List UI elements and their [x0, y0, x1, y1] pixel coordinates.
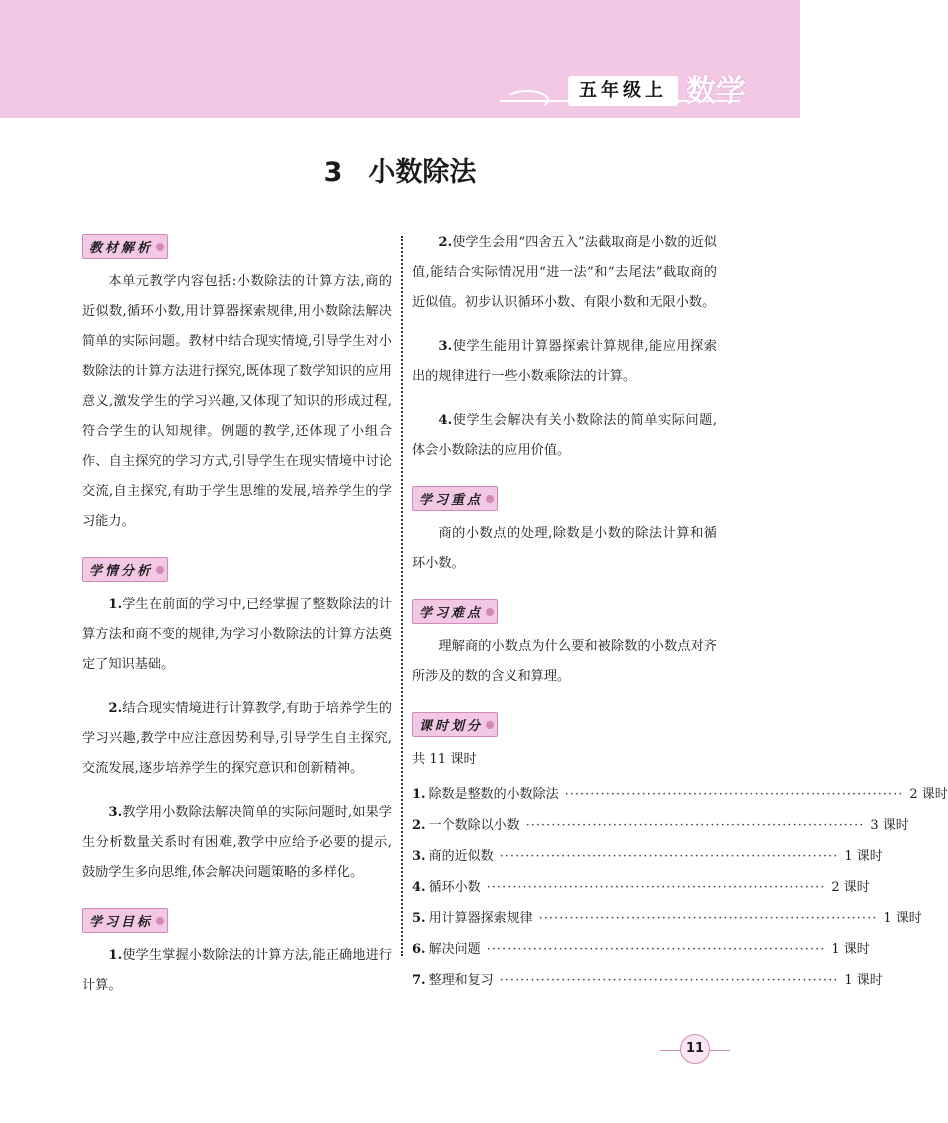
schedule-hours: 2 课时: [909, 787, 948, 802]
item-number: 1.: [108, 597, 123, 612]
item-number: 3.: [438, 339, 453, 354]
item-text: 教学用小数除法解决简单的实际问题时,如果学生分析数量关系时有困难,教学中应给予必要的提示,鼓励学生多向思维,体会解决问题策略的多样化。: [82, 805, 392, 880]
column-divider: [401, 236, 403, 956]
item-number: 2.: [438, 235, 453, 250]
section-tag-learner: [82, 557, 168, 582]
item-text: 使学生掌握小数除法的计算方法,能正确地进行计算。: [82, 948, 392, 993]
schedule-row: [412, 872, 870, 903]
schedule-index: 3.: [412, 849, 426, 864]
section-tag-label: 教材解析: [89, 241, 154, 256]
goal-item: [82, 941, 392, 1001]
item-number: 2.: [108, 701, 123, 716]
difficult-point-text: 理解商的小数点为什么要和被除数的小数点对齐所涉及的数的含义和算理。: [412, 639, 717, 684]
analysis-paragraph: 本单元教学内容包括:小数除法的计算方法,商的近似数,循环小数,用计算器探索规律,用小数除法解决简单的实际问题。教材中结合现实情境,引导学生对小数除法的计算方法进行探究,既体现了数学知识的应用意义,激发学生的学习兴趣,又体现了知识的形成过程,符合学生的认知规律。例题的教学,还体现了小组合作、自主探究的学习方式,引导学生在现实情境中讨论交流,自主探究,有助于学生思维的发展,培养学生的学习能力。: [82, 274, 392, 529]
schedule-name: 解决问题: [428, 942, 481, 957]
schedule-index: 6.: [412, 942, 426, 957]
item-text: 学生在前面的学习中,已经掌握了整数除法的计算方法和商不变的规律,为学习小数除法的计算方法奠定了知识基础。: [82, 597, 392, 672]
schedule-index: 5.: [412, 911, 426, 926]
schedule-hours: 1 课时: [844, 973, 883, 988]
schedule-name: 循环小数: [428, 880, 481, 895]
dot-leader: ··································································: [499, 973, 839, 988]
section-tag-difficult: [412, 599, 498, 624]
tag-dot-icon: [156, 566, 164, 574]
schedule-index: 2.: [412, 818, 426, 833]
right-column: [412, 228, 948, 996]
tag-dot-icon: [486, 608, 494, 616]
chapter-title: [0, 150, 800, 189]
learner-item: [82, 694, 392, 784]
schedule-index: 4.: [412, 880, 426, 895]
schedule-hours: 1 课时: [844, 849, 883, 864]
dot-leader: ··································································: [564, 787, 904, 802]
dot-leader: ··································································: [525, 818, 865, 833]
key-point-text: 商的小数点的处理,除数是小数的除法计算和循环小数。: [412, 526, 717, 571]
page-header: [0, 0, 800, 118]
goal-item: [412, 228, 717, 318]
learner-item: [82, 590, 392, 680]
section-tag-label: 学情分析: [89, 564, 154, 579]
section-tag-label: 学习重点: [419, 493, 484, 508]
schedule-hours: 1 课时: [883, 911, 922, 926]
dot-leader: ··································································: [486, 942, 826, 957]
left-column: [82, 228, 392, 1015]
item-text: 结合现实情境进行计算教学,有助于培养学生的学习兴趣,教学中应注意因势利导,引导学生自主探究,交流发展,逐步培养学生的探究意识和创新精神。: [82, 701, 392, 776]
dot-leader: ··································································: [538, 911, 878, 926]
schedule-row: [412, 779, 948, 810]
chapter-number: 3: [323, 157, 343, 188]
dot-leader: ··································································: [499, 849, 839, 864]
chapter-name: 小数除法: [368, 157, 477, 188]
item-text: 使学生会解决有关小数除法的简单实际问题,体会小数除法的应用价值。: [412, 413, 717, 458]
page-number: 11: [680, 1034, 710, 1064]
header-subject-label: 数学: [686, 74, 746, 109]
section-tag-schedule: [412, 712, 498, 737]
goal-item: [412, 406, 717, 466]
schedule-row: [412, 934, 870, 965]
section-tag-label: 学习目标: [89, 915, 154, 930]
schedule-hours: 3 课时: [870, 818, 909, 833]
tag-dot-icon: [156, 917, 164, 925]
dot-leader: ··································································: [486, 880, 826, 895]
schedule-index: 1.: [412, 787, 426, 802]
tag-dot-icon: [156, 243, 164, 251]
schedule-row: [412, 810, 909, 841]
learner-item: [82, 798, 392, 888]
item-text: 使学生能用计算器探索计算规律,能应用探索出的规律进行一些小数乘除法的计算。: [412, 339, 717, 384]
schedule-name: 除数是整数的小数除法: [428, 787, 559, 802]
goal-item: [412, 332, 717, 392]
header-swirl-decoration: [505, 90, 549, 110]
schedule-total: 共 11 课时: [412, 752, 477, 767]
schedule-name: 一个数除以小数: [428, 818, 520, 833]
tag-dot-icon: [486, 721, 494, 729]
item-text: 使学生会用“四舍五入”法截取商是小数的近似值,能结合实际情况用“进一法”和“去尾法”截取商的近似值。初步认识循环小数、有限小数和无限小数。: [412, 235, 717, 310]
section-tag-label: 课时划分: [419, 719, 484, 734]
schedule-name: 整理和复习: [428, 973, 494, 988]
tag-dot-icon: [486, 495, 494, 503]
schedule-row: [412, 965, 883, 996]
schedule-name: 用计算器探索规律: [428, 911, 533, 926]
schedule-index: 7.: [412, 973, 426, 988]
item-number: 4.: [438, 413, 453, 428]
item-number: 1.: [108, 948, 123, 963]
item-number: 3.: [108, 805, 123, 820]
schedule-hours: 1 课时: [831, 942, 870, 957]
schedule-name: 商的近似数: [428, 849, 494, 864]
header-grade-label: 五年级上: [568, 76, 678, 106]
schedule-row: [412, 903, 922, 934]
schedule-row: [412, 841, 883, 872]
schedule-hours: 2 课时: [831, 880, 870, 895]
section-tag-key: [412, 486, 498, 511]
section-tag-label: 学习难点: [419, 606, 484, 621]
section-tag-goals: [82, 908, 168, 933]
section-tag-analysis: [82, 234, 168, 259]
